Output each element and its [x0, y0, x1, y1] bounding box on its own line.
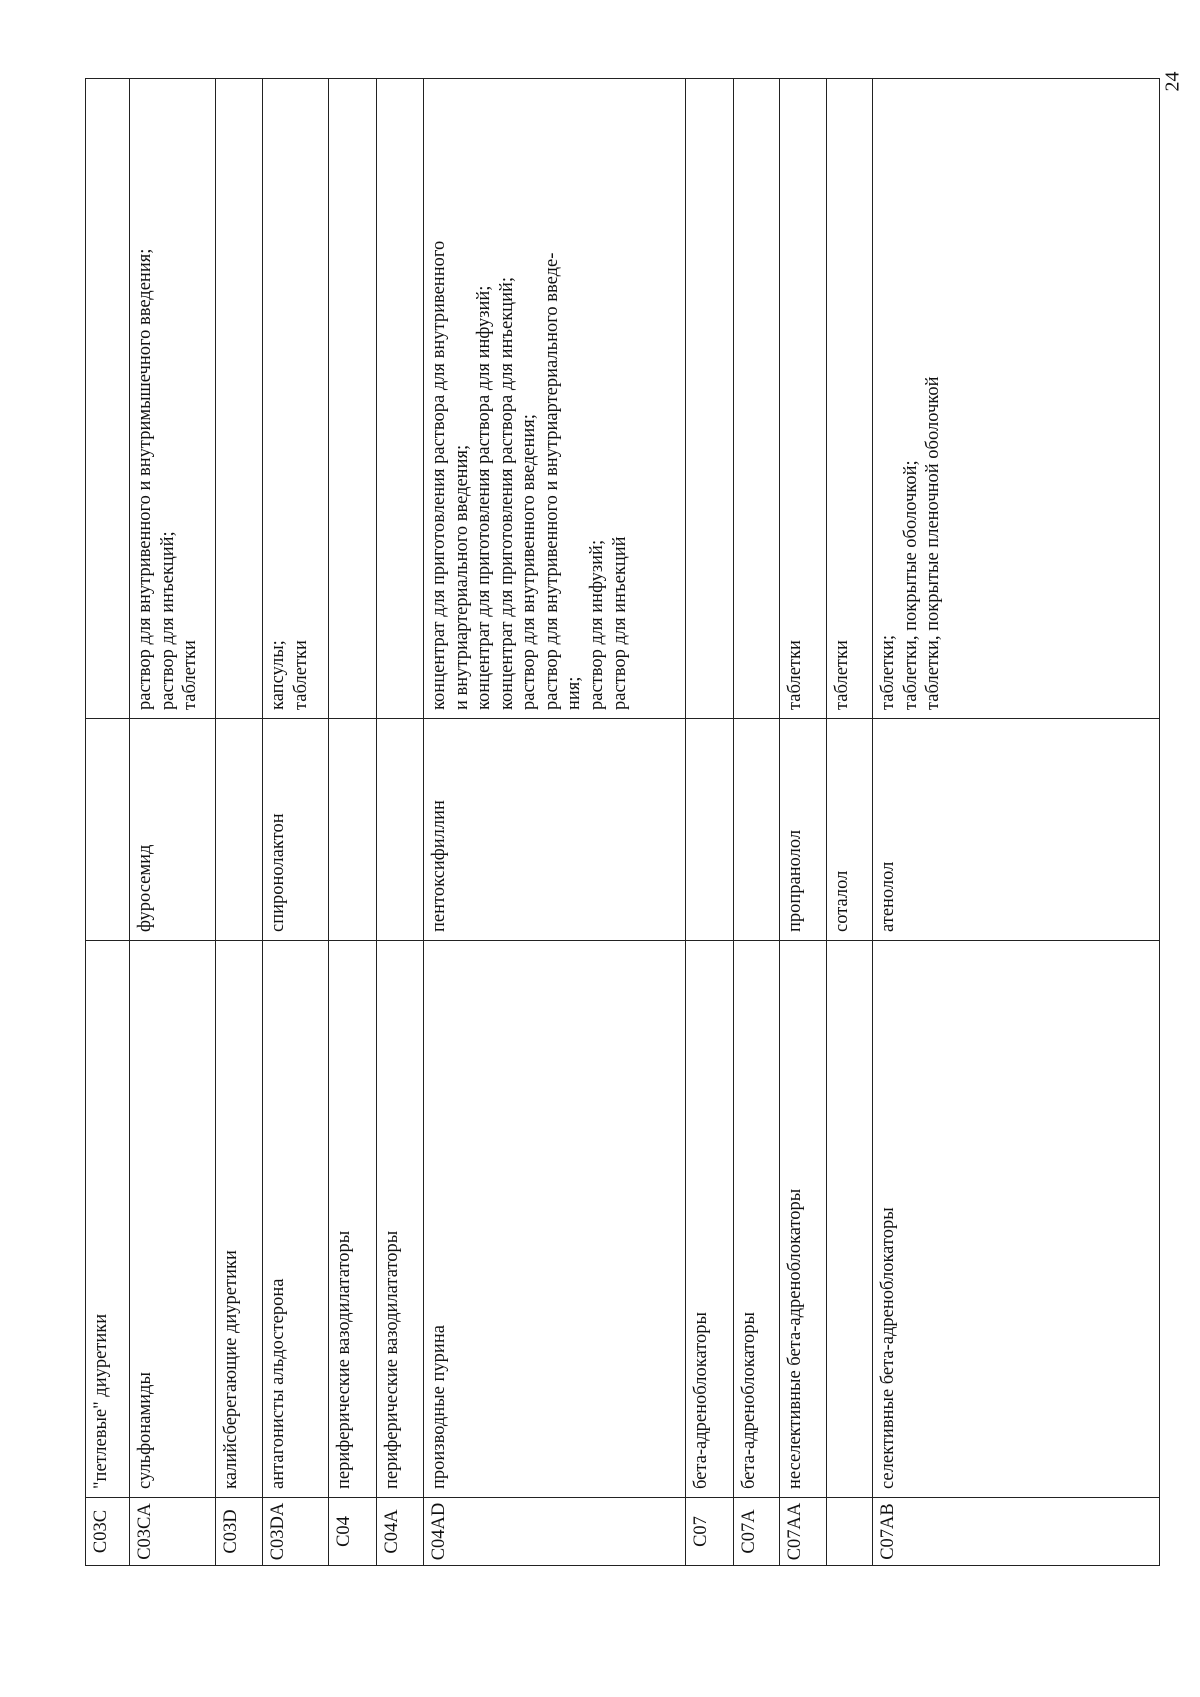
dosage-form-line: капсулы;	[268, 640, 288, 710]
drug-cell	[86, 719, 130, 941]
table-row	[873, 79, 1160, 1566]
table-row	[377, 79, 424, 1566]
drug-cell	[686, 719, 734, 941]
forms-cell	[873, 79, 1160, 719]
atc-code-cell: C03C	[86, 1498, 130, 1566]
drug-cell: атенолол	[873, 719, 1160, 941]
group-cell: антагонисты альдостерона	[263, 941, 329, 1498]
atc-code-cell: C04A	[377, 1498, 424, 1566]
atc-code-cell: C07	[686, 1498, 734, 1566]
group-cell: бета-адреноблокаторы	[686, 941, 734, 1498]
dosage-form-line: таблетки	[180, 640, 201, 710]
dosage-form-line: концентрат для приготовления раствора для инъекций;	[496, 276, 517, 710]
forms-cell	[827, 79, 873, 719]
dosage-form-line: таблетки	[785, 640, 805, 710]
forms-cell	[377, 79, 424, 719]
table-row	[86, 79, 130, 1566]
drug-cell: спиронолактон	[263, 719, 329, 941]
group-cell	[827, 941, 873, 1498]
atc-code-cell: C07AB	[873, 1498, 1160, 1566]
atc-code-cell: C03CA	[130, 1498, 216, 1566]
table-row	[130, 79, 216, 1566]
group-cell: бета-адреноблокаторы	[734, 941, 780, 1498]
dosage-form-line: концентрат для приготовления раствора для инфузий;	[474, 285, 495, 710]
dosage-form-line: таблетки	[290, 640, 311, 710]
page-number: 24	[1161, 71, 1184, 92]
drug-cell	[734, 719, 780, 941]
drug-cell	[216, 719, 263, 941]
drug-table	[85, 78, 1160, 1566]
atc-code-cell: C07AA	[780, 1498, 827, 1566]
dosage-form-line: раствор для инъекций	[609, 536, 630, 710]
forms-cell	[329, 79, 377, 719]
dosage-form-line: таблетки, покрытые оболочкой;	[900, 460, 921, 710]
atc-code-cell: C07A	[734, 1498, 780, 1566]
group-cell: периферические вазодилататоры	[329, 941, 377, 1498]
drug-cell	[329, 719, 377, 941]
forms-cell	[263, 79, 329, 719]
atc-code-cell: C04AD	[424, 1498, 686, 1566]
table-row	[424, 79, 686, 1566]
forms-cell	[130, 79, 216, 719]
table-row	[263, 79, 329, 1566]
table-row	[686, 79, 734, 1566]
atc-code-cell: C03D	[216, 1498, 263, 1566]
forms-cell	[686, 79, 734, 719]
atc-code-cell	[827, 1498, 873, 1566]
forms-cell	[424, 79, 686, 719]
drug-cell: фуросемид	[130, 719, 216, 941]
table-row	[780, 79, 827, 1566]
table-row	[216, 79, 263, 1566]
group-cell: неселективные бета-адреноблокаторы	[780, 941, 827, 1498]
table-row	[734, 79, 780, 1566]
rotated-table-container	[85, 79, 1160, 1566]
dosage-form-line: раствор для внутривенного введения;	[519, 414, 540, 710]
dosage-form-line: раствор для внутривенного и внутримышечного введения;	[135, 248, 155, 710]
drug-cell: пентоксифиллин	[424, 719, 686, 941]
dosage-form-line: и внутриартериального введения;	[451, 444, 472, 710]
dosage-form-line: таблетки;	[878, 634, 898, 710]
drug-cell: пропранолол	[780, 719, 827, 941]
group-cell: сульфонамиды	[130, 941, 216, 1498]
drug-cell	[377, 719, 424, 941]
dosage-form-line: таблетки, покрытые пленочной оболочкой	[923, 376, 944, 710]
forms-cell	[216, 79, 263, 719]
forms-cell	[734, 79, 780, 719]
forms-cell	[780, 79, 827, 719]
group-cell: селективные бета-адреноблокаторы	[873, 941, 1160, 1498]
atc-code-cell: C03DA	[263, 1498, 329, 1566]
forms-cell	[86, 79, 130, 719]
dosage-form-line: раствор для инфузий;	[586, 539, 607, 710]
dosage-form-line: раствор для инъекций;	[157, 531, 178, 710]
group-cell: калийсберегающие диуретики	[216, 941, 263, 1498]
dosage-form-line: ния;	[564, 676, 585, 710]
atc-code-cell: C04	[329, 1498, 377, 1566]
drug-cell: соталол	[827, 719, 873, 941]
table-row	[329, 79, 377, 1566]
dosage-form-line: таблетки	[832, 640, 852, 710]
dosage-form-line: концентрат для приготовления раствора для внутривенного	[429, 240, 449, 710]
dosage-form-line: раствор для внутривенного и внутриартериального введе-	[541, 252, 562, 710]
group-cell: "петлевые" диуретики	[86, 941, 130, 1498]
group-cell: периферические вазодилататоры	[377, 941, 424, 1498]
table-row	[827, 79, 873, 1566]
group-cell: производные пурина	[424, 941, 686, 1498]
